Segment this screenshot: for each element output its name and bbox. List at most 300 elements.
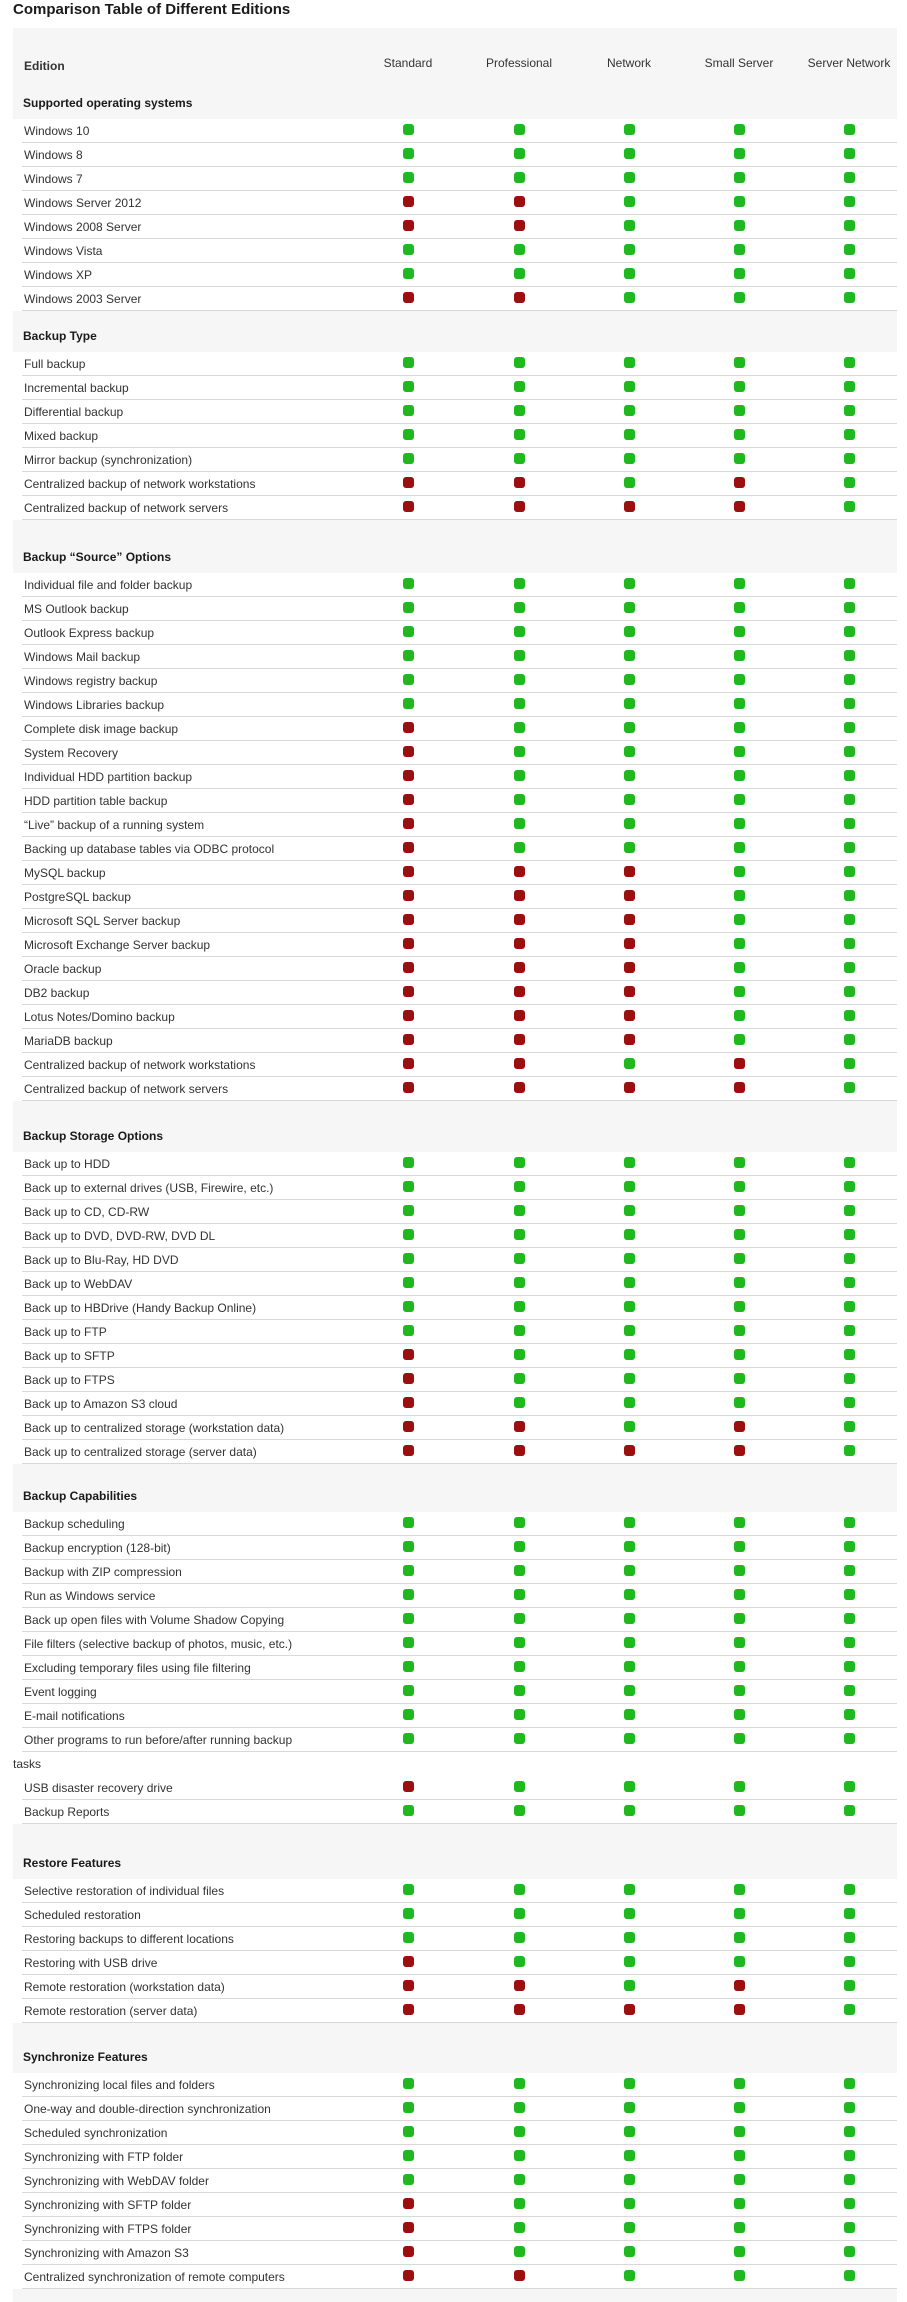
feature-label: HDD partition table backup [24, 794, 168, 808]
table-row [22, 400, 897, 424]
available-check-icon [734, 220, 745, 231]
feature-label: Oracle backup [24, 962, 102, 976]
feature-label: Back up to WebDAV [24, 1277, 133, 1291]
available-check-icon [403, 1253, 414, 1264]
available-check-icon [844, 1781, 855, 1792]
table-row [22, 2097, 897, 2121]
available-check-icon [844, 1229, 855, 1240]
available-check-icon [624, 477, 635, 488]
available-check-icon [844, 501, 855, 512]
available-check-icon [844, 1157, 855, 1168]
available-check-icon [624, 722, 635, 733]
available-check-icon [734, 1956, 745, 1967]
available-check-icon [403, 1181, 414, 1192]
available-check-icon [734, 866, 745, 877]
available-check-icon [844, 1733, 855, 1744]
available-check-icon [734, 2222, 745, 2233]
available-check-icon [514, 1613, 525, 1624]
available-check-icon [734, 124, 745, 135]
feature-label: Synchronizing with FTPS folder [24, 2222, 192, 2236]
table-row [22, 645, 897, 669]
available-check-icon [514, 1908, 525, 1919]
available-check-icon [844, 1956, 855, 1967]
feature-label: Remote restoration (workstation data) [24, 1980, 225, 1994]
feature-label: Back up to CD, CD-RW [24, 1205, 150, 1219]
table-row [22, 1584, 897, 1608]
available-check-icon [514, 1517, 525, 1528]
feature-label: Back up to centralized storage (server data) [24, 1445, 257, 1459]
available-check-icon [624, 357, 635, 368]
unavailable-cross-icon [624, 914, 635, 925]
available-check-icon [514, 1733, 525, 1744]
available-check-icon [514, 2174, 525, 2185]
unavailable-cross-icon [403, 2222, 414, 2233]
available-check-icon [844, 1253, 855, 1264]
available-check-icon [624, 2198, 635, 2209]
available-check-icon [844, 1884, 855, 1895]
available-check-icon [734, 2078, 745, 2089]
table-row [22, 119, 897, 143]
available-check-icon [734, 1010, 745, 1021]
feature-label: Back up to SFTP [24, 1349, 115, 1363]
available-check-icon [734, 1932, 745, 1943]
available-check-icon [734, 1277, 745, 1288]
feature-label: Synchronizing with SFTP folder [24, 2198, 192, 2212]
unavailable-cross-icon [624, 2004, 635, 2015]
available-check-icon [403, 244, 414, 255]
available-check-icon [624, 1541, 635, 1552]
available-check-icon [514, 1565, 525, 1576]
edition-header-label: Edition [24, 59, 65, 73]
available-check-icon [514, 1325, 525, 1336]
available-check-icon [734, 626, 745, 637]
available-check-icon [844, 890, 855, 901]
feature-label: Event logging [24, 1685, 97, 1699]
available-check-icon [403, 626, 414, 637]
available-check-icon [403, 1733, 414, 1744]
feature-label: Windows 2008 Server [24, 220, 142, 234]
available-check-icon [844, 746, 855, 757]
available-check-icon [403, 429, 414, 440]
table-row [22, 717, 897, 741]
available-check-icon [514, 2150, 525, 2161]
available-check-icon [734, 1205, 745, 1216]
table-row [22, 741, 897, 765]
table-row [22, 424, 897, 448]
available-check-icon [844, 1445, 855, 1456]
table-row [22, 837, 897, 861]
feature-label: “Live” backup of a running system [24, 818, 205, 832]
available-check-icon [734, 2270, 745, 2281]
available-check-icon [514, 1541, 525, 1552]
available-check-icon [514, 626, 525, 637]
available-check-icon [844, 866, 855, 877]
available-check-icon [403, 1157, 414, 1168]
available-check-icon [734, 1229, 745, 1240]
unavailable-cross-icon [624, 938, 635, 949]
available-check-icon [734, 357, 745, 368]
table-row [22, 789, 897, 813]
available-check-icon [514, 1589, 525, 1600]
available-check-icon [734, 1373, 745, 1384]
available-check-icon [844, 1565, 855, 1576]
unavailable-cross-icon [734, 1980, 745, 1991]
available-check-icon [624, 1229, 635, 1240]
table-row [22, 885, 897, 909]
available-check-icon [844, 124, 855, 135]
feature-label: Centralized backup of network workstations [24, 477, 256, 491]
available-check-icon [844, 1932, 855, 1943]
available-check-icon [734, 1637, 745, 1648]
unavailable-cross-icon [403, 866, 414, 877]
available-check-icon [403, 2150, 414, 2161]
available-check-icon [403, 1637, 414, 1648]
available-check-icon [734, 650, 745, 661]
unavailable-cross-icon [403, 1421, 414, 1432]
feature-label: Backup with ZIP compression [24, 1565, 182, 1579]
unavailable-cross-icon [514, 1445, 525, 1456]
available-check-icon [624, 1058, 635, 1069]
available-check-icon [514, 1349, 525, 1360]
available-check-icon [624, 2246, 635, 2257]
available-check-icon [734, 2198, 745, 2209]
available-check-icon [403, 172, 414, 183]
available-check-icon [403, 698, 414, 709]
available-check-icon [844, 1421, 855, 1432]
table-row [22, 1200, 897, 1224]
available-check-icon [624, 2174, 635, 2185]
available-check-icon [844, 1589, 855, 1600]
available-check-icon [514, 602, 525, 613]
available-check-icon [624, 1565, 635, 1576]
feature-label: MySQL backup [24, 866, 106, 880]
available-check-icon [624, 1397, 635, 1408]
available-check-icon [844, 578, 855, 589]
table-row [22, 2145, 897, 2169]
available-check-icon [514, 674, 525, 685]
feature-label: Excluding temporary files using file filtering [24, 1661, 251, 1675]
available-check-icon [403, 602, 414, 613]
feature-label: Backing up database tables via ODBC protocol [24, 842, 275, 856]
available-check-icon [844, 2004, 855, 2015]
unavailable-cross-icon [514, 1980, 525, 1991]
table-row [22, 909, 897, 933]
available-check-icon [844, 357, 855, 368]
feature-label: Mixed backup [24, 429, 99, 443]
available-check-icon [624, 2222, 635, 2233]
feature-label: One-way and double-direction synchronization [24, 2102, 271, 2116]
feature-label: MariaDB backup [24, 1034, 113, 1048]
feature-label: MS Outlook backup [24, 602, 129, 616]
feature-label: Incremental backup [24, 381, 129, 395]
unavailable-cross-icon [403, 818, 414, 829]
available-check-icon [514, 1205, 525, 1216]
available-check-icon [734, 770, 745, 781]
unavailable-cross-icon [514, 1010, 525, 1021]
section-title: Restore Features [23, 1856, 122, 1870]
table-row [22, 1248, 897, 1272]
table-row [22, 287, 897, 311]
available-check-icon [734, 405, 745, 416]
feature-label: System Recovery [24, 746, 119, 760]
feature-label: Windows 2003 Server [24, 292, 142, 306]
feature-label: Windows registry backup [24, 674, 158, 688]
feature-label: Back up to Blu-Ray, HD DVD [24, 1253, 179, 1267]
section-title: Backup Type [23, 329, 97, 343]
unavailable-cross-icon [514, 1421, 525, 1432]
feature-label: Differential backup [24, 405, 124, 419]
available-check-icon [734, 914, 745, 925]
unavailable-cross-icon [624, 1010, 635, 1021]
available-check-icon [403, 1908, 414, 1919]
available-check-icon [734, 962, 745, 973]
available-check-icon [403, 357, 414, 368]
table-row [22, 1975, 897, 1999]
table-row [22, 191, 897, 215]
table-row [22, 1440, 897, 1464]
unavailable-cross-icon [403, 501, 414, 512]
unavailable-cross-icon [403, 1373, 414, 1384]
table-row [22, 2169, 897, 2193]
feature-label: Windows Vista [24, 244, 103, 258]
table-row [22, 1272, 897, 1296]
available-check-icon [403, 148, 414, 159]
unavailable-cross-icon [403, 1397, 414, 1408]
available-check-icon [734, 2246, 745, 2257]
available-check-icon [844, 1058, 855, 1069]
available-check-icon [624, 650, 635, 661]
available-check-icon [624, 381, 635, 392]
available-check-icon [514, 1781, 525, 1792]
available-check-icon [844, 1980, 855, 1991]
available-check-icon [514, 1685, 525, 1696]
unavailable-cross-icon [403, 196, 414, 207]
unavailable-cross-icon [514, 2270, 525, 2281]
table-row [22, 1344, 897, 1368]
available-check-icon [514, 1709, 525, 1720]
feature-label: Synchronizing local files and folders [24, 2078, 215, 2092]
feature-label: Individual HDD partition backup [24, 770, 193, 784]
table-row [22, 2265, 897, 2289]
available-check-icon [844, 626, 855, 637]
available-check-icon [844, 148, 855, 159]
unavailable-cross-icon [403, 1058, 414, 1069]
unavailable-cross-icon [403, 722, 414, 733]
available-check-icon [514, 2246, 525, 2257]
table-row [22, 1005, 897, 1029]
unavailable-cross-icon [403, 890, 414, 901]
table-row [22, 1999, 897, 2023]
available-check-icon [403, 1325, 414, 1336]
available-check-icon [624, 602, 635, 613]
available-check-icon [403, 1932, 414, 1943]
available-check-icon [624, 1661, 635, 1672]
available-check-icon [403, 1884, 414, 1895]
table-row [22, 1704, 897, 1728]
available-check-icon [734, 1589, 745, 1600]
available-check-icon [844, 1325, 855, 1336]
available-check-icon [734, 268, 745, 279]
available-check-icon [734, 453, 745, 464]
available-check-icon [514, 650, 525, 661]
feature-label: Back up to Amazon S3 cloud [24, 1397, 178, 1411]
table-row [22, 1951, 897, 1975]
feature-label: Back up to centralized storage (workstation data) [24, 1421, 285, 1435]
unavailable-cross-icon [624, 866, 635, 877]
unavailable-cross-icon [514, 1034, 525, 1045]
available-check-icon [624, 148, 635, 159]
feature-label: Lotus Notes/Domino backup [24, 1010, 175, 1024]
available-check-icon [514, 405, 525, 416]
available-check-icon [624, 405, 635, 416]
unavailable-cross-icon [734, 1445, 745, 1456]
available-check-icon [514, 1373, 525, 1384]
available-check-icon [734, 818, 745, 829]
available-check-icon [403, 124, 414, 135]
available-check-icon [734, 1685, 745, 1696]
available-check-icon [844, 292, 855, 303]
available-check-icon [844, 722, 855, 733]
available-check-icon [514, 1301, 525, 1312]
available-check-icon [514, 1277, 525, 1288]
feature-label: Outlook Express backup [24, 626, 155, 640]
available-check-icon [734, 938, 745, 949]
table-row [22, 2193, 897, 2217]
unavailable-cross-icon [514, 866, 525, 877]
available-check-icon [734, 1517, 745, 1528]
available-check-icon [624, 1980, 635, 1991]
feature-label: Centralized backup of network workstations [24, 1058, 256, 1072]
unavailable-cross-icon [514, 890, 525, 901]
available-check-icon [844, 477, 855, 488]
available-check-icon [844, 1349, 855, 1360]
unavailable-cross-icon [734, 1082, 745, 1093]
available-check-icon [403, 2078, 414, 2089]
available-check-icon [624, 698, 635, 709]
table-row [22, 263, 897, 287]
feature-label: Back up to DVD, DVD-RW, DVD DL [24, 1229, 216, 1243]
table-row [22, 472, 897, 496]
table-row [22, 167, 897, 191]
available-check-icon [734, 1781, 745, 1792]
feature-label: Synchronizing with WebDAV folder [24, 2174, 209, 2188]
unavailable-cross-icon [514, 2004, 525, 2015]
available-check-icon [844, 1613, 855, 1624]
available-check-icon [403, 650, 414, 661]
available-check-icon [514, 172, 525, 183]
available-check-icon [624, 1301, 635, 1312]
available-check-icon [514, 842, 525, 853]
available-check-icon [844, 381, 855, 392]
feature-label: Synchronizing with FTP folder [24, 2150, 184, 2164]
feature-label: Backup Reports [24, 1805, 110, 1819]
available-check-icon [734, 1253, 745, 1264]
available-check-icon [403, 453, 414, 464]
available-check-icon [624, 2102, 635, 2113]
available-check-icon [734, 2150, 745, 2161]
available-check-icon [514, 818, 525, 829]
available-check-icon [403, 1805, 414, 1816]
table-row [22, 1053, 897, 1077]
table-row [22, 239, 897, 263]
unavailable-cross-icon [403, 962, 414, 973]
page-title: Comparison Table of Different Editions [13, 1, 291, 18]
feature-label-continuation: tasks [13, 1757, 42, 1771]
available-check-icon [734, 1565, 745, 1576]
available-check-icon [734, 674, 745, 685]
available-check-icon [844, 1709, 855, 1720]
unavailable-cross-icon [734, 477, 745, 488]
feature-label: Windows XP [24, 268, 93, 282]
available-check-icon [403, 1277, 414, 1288]
available-check-icon [624, 453, 635, 464]
available-check-icon [844, 405, 855, 416]
available-check-icon [734, 2174, 745, 2185]
available-check-icon [734, 986, 745, 997]
available-check-icon [844, 1517, 855, 1528]
available-check-icon [844, 1373, 855, 1384]
available-check-icon [734, 1034, 745, 1045]
available-check-icon [514, 381, 525, 392]
available-check-icon [403, 1205, 414, 1216]
available-check-icon [514, 2102, 525, 2113]
unavailable-cross-icon [624, 1082, 635, 1093]
table-row [22, 861, 897, 885]
feature-label: Complete disk image backup [24, 722, 179, 736]
available-check-icon [734, 381, 745, 392]
available-check-icon [514, 1253, 525, 1264]
available-check-icon [624, 1733, 635, 1744]
available-check-icon [844, 2198, 855, 2209]
available-check-icon [403, 405, 414, 416]
available-check-icon [624, 1181, 635, 1192]
section-title: Synchronize Features [23, 2050, 148, 2064]
available-check-icon [624, 1805, 635, 1816]
edition-column-header: Server Network [807, 56, 891, 70]
available-check-icon [624, 746, 635, 757]
table-row [22, 1392, 897, 1416]
table-row [22, 496, 897, 520]
available-check-icon [844, 1397, 855, 1408]
table-row [22, 1029, 897, 1053]
table-row [22, 1512, 897, 1536]
feature-label: Windows Libraries backup [24, 698, 165, 712]
table-row [22, 215, 897, 239]
table-row [22, 1296, 897, 1320]
unavailable-cross-icon [403, 292, 414, 303]
available-check-icon [624, 244, 635, 255]
unavailable-cross-icon [514, 501, 525, 512]
available-check-icon [624, 1205, 635, 1216]
available-check-icon [514, 770, 525, 781]
table-row [22, 1320, 897, 1344]
available-check-icon [514, 746, 525, 757]
available-check-icon [514, 268, 525, 279]
table-row [22, 765, 897, 789]
unavailable-cross-icon [734, 1058, 745, 1069]
available-check-icon [514, 2222, 525, 2233]
table-row [22, 573, 897, 597]
feature-label: Full backup [24, 357, 86, 371]
unavailable-cross-icon [403, 914, 414, 925]
available-check-icon [624, 2126, 635, 2137]
available-check-icon [734, 1733, 745, 1744]
feature-label: File filters (selective backup of photos, music, etc.) [24, 1637, 293, 1651]
available-check-icon [624, 124, 635, 135]
feature-label: Backup encryption (128-bit) [24, 1541, 171, 1555]
section-title: Backup Storage Options [23, 1129, 164, 1143]
available-check-icon [403, 578, 414, 589]
